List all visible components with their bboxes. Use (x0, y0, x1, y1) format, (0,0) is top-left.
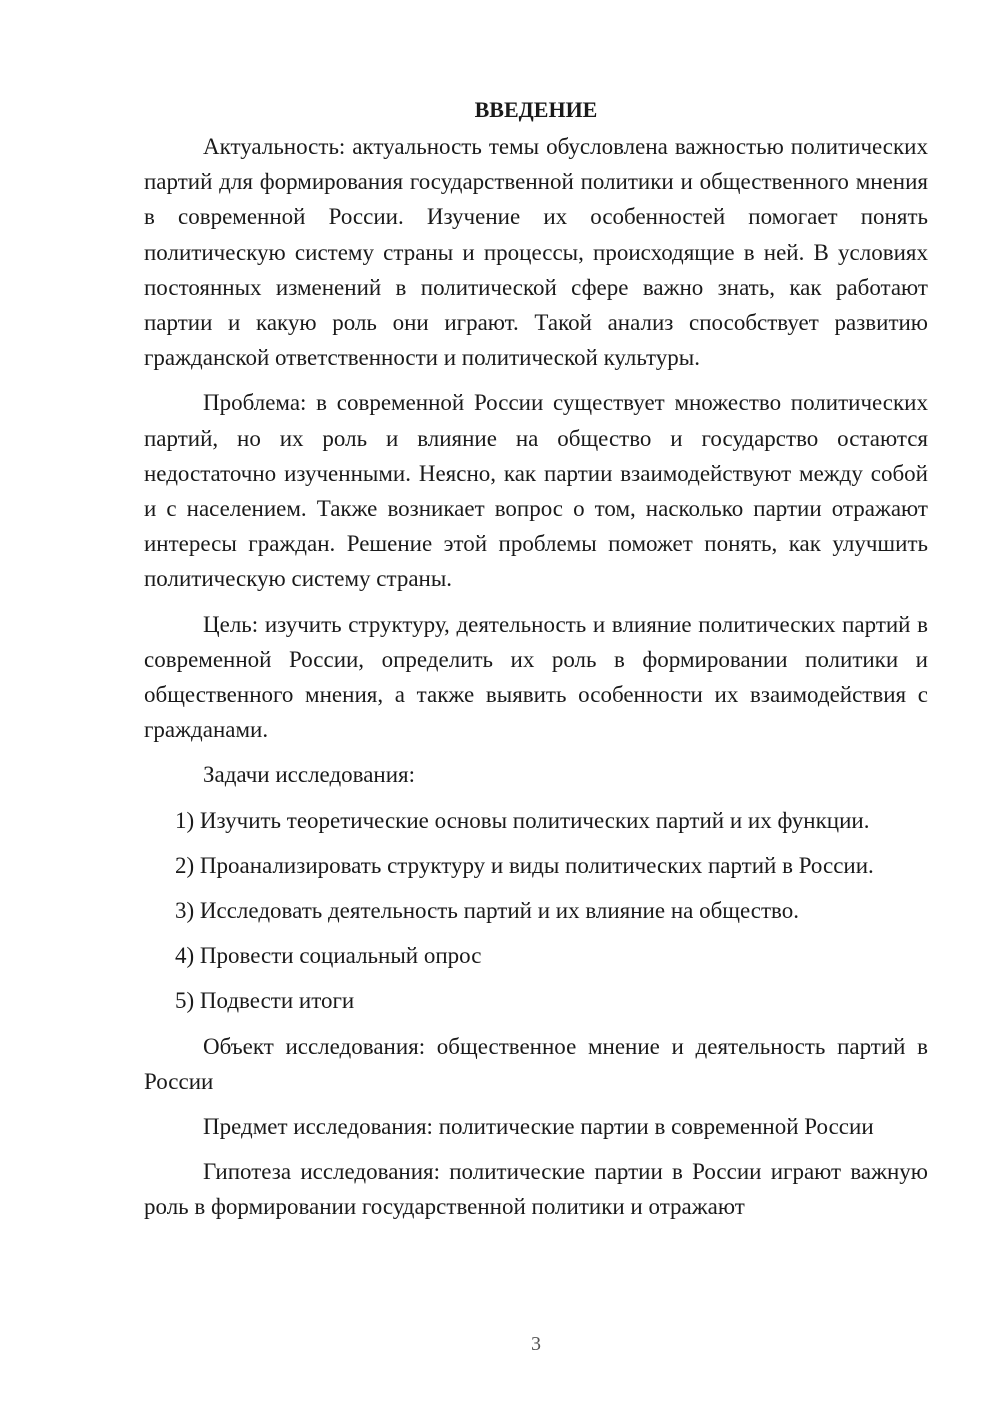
hypothesis-paragraph: Гипотеза исследования: политические партии в России играют важную роль в формировании государственной политики и отражают (144, 1159, 928, 1220)
section-heading: ВВЕДЕНИЕ (474, 97, 598, 122)
page-content (144, 92, 928, 1235)
tasks-intro: Задачи исследования: (203, 762, 416, 788)
object-paragraph: Объект исследования: общественное мнение и деятельность партий в России (144, 1033, 928, 1094)
goal-paragraph: Цель: изучить структуру, деятельность и влияние политических партий в современной России, определить их роль в формировании политики и общественного мнения, а также выявить особенности их взаимодействия с гражданами. (144, 611, 928, 743)
task-item-4: 4) Провести социальный опрос (175, 943, 482, 969)
page-number: 3 (531, 1333, 541, 1355)
task-item-2: 2) Проанализировать структуру и виды политических партий в России. (175, 852, 874, 878)
subject-paragraph: Предмет исследования: политические партии в современной России (203, 1114, 874, 1140)
task-item-1: 1) Изучить теоретические основы политических партий и их функции. (175, 807, 870, 833)
relevance-paragraph: Актуальность: актуальность темы обусловлена важностью политических партий для формирования государственной политики и общественного мнения в современной России. Изучение их особенностей помогает понять политическую систему страны и процессы, происходящие в ней. В условиях постоянных изменений в политической сфере важно знать, как работают партии и какую роль они играют. Такой анализ способствует развитию гражданской ответственности и политической культуры. (144, 134, 928, 371)
task-item-5: 5) Подвести итоги (175, 988, 355, 1014)
problem-paragraph: Проблема: в современной России существует множество политических партий, но их роль и влияние на общество и государство остаются недостаточно изученными. Неясно, как партии взаимодействуют между собой и с населением. Также возникает вопрос о том, насколько партии отражают интересы граждан. Решение этой проблемы поможет понять, как улучшить политическую систему страны. (144, 390, 928, 592)
task-item-3: 3) Исследовать деятельность партий и их влияние на общество. (175, 898, 799, 924)
